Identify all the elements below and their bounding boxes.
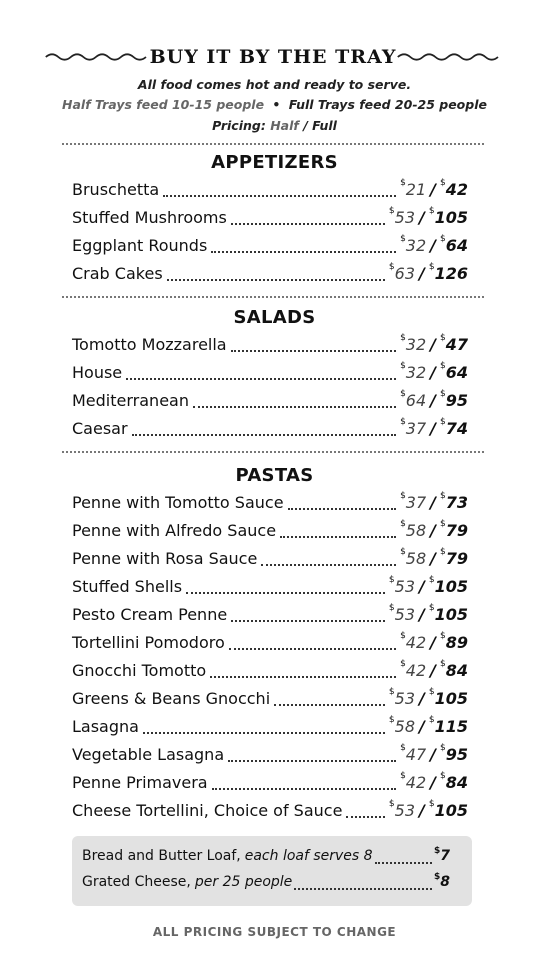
dot-leader <box>231 222 385 225</box>
price-separator: / <box>430 493 436 512</box>
menu-item <box>72 180 468 202</box>
extra-item <box>82 848 450 868</box>
dot-leader <box>288 507 397 510</box>
currency-symbol: $ <box>428 799 435 809</box>
full-tray-price: 47 <box>445 335 468 354</box>
currency-symbol: $ <box>428 206 435 216</box>
section-divider <box>62 451 484 453</box>
half-tray-price: 21 <box>405 180 427 199</box>
currency-symbol: $ <box>388 799 395 809</box>
menu-item-name: Pesto Cream Penne <box>72 605 228 624</box>
full-tray-price: 95 <box>445 391 468 410</box>
currency-symbol: $ <box>388 262 395 272</box>
currency-symbol: $ <box>440 659 446 669</box>
menu-item-name: Penne with Rosa Sauce <box>72 549 258 568</box>
extra-item-label: Bread and Butter Loaf, <box>82 848 241 864</box>
extra-item-name <box>82 874 292 890</box>
currency-symbol: $ <box>400 659 406 669</box>
half-tray-price: 42 <box>405 773 427 792</box>
currency-symbol: $ <box>388 603 395 613</box>
price-separator: / <box>430 335 436 354</box>
menu-item-price <box>389 577 468 596</box>
menu-item <box>72 717 468 739</box>
currency-symbol: $ <box>428 715 435 725</box>
menu-item <box>72 605 468 627</box>
menu-item-price <box>400 549 468 568</box>
dot-leader <box>143 731 385 734</box>
dot-leader <box>193 405 396 408</box>
page-title: BUY IT BY THE TRAY <box>149 46 397 68</box>
half-tray-price: 53 <box>394 577 416 596</box>
extra-item-name <box>82 848 373 864</box>
price-separator: / <box>430 745 436 764</box>
pricing-half: Half <box>270 118 299 133</box>
menu-item-name: House <box>72 363 123 382</box>
price-separator: / <box>419 577 425 596</box>
currency-symbol: $ <box>440 333 446 343</box>
extras-box <box>72 836 472 906</box>
pricing-legend <box>0 118 549 133</box>
currency-symbol: $ <box>400 234 406 244</box>
currency-symbol: $ <box>440 178 446 188</box>
extra-price-value: 8 <box>440 874 450 890</box>
half-tray-price: 42 <box>405 633 427 652</box>
half-tray-price: 64 <box>405 391 427 410</box>
full-tray-price: 105 <box>434 577 468 596</box>
menu-item <box>72 208 468 230</box>
half-tray-price: 32 <box>405 236 427 255</box>
currency-symbol: $ <box>440 234 446 244</box>
menu-item <box>72 236 468 258</box>
menu-item-price <box>389 264 468 283</box>
menu-item-name: Eggplant Rounds <box>72 236 208 255</box>
menu-item <box>72 419 468 441</box>
menu-item <box>72 335 468 357</box>
dot-leader <box>228 759 396 762</box>
extra-item-price <box>434 874 450 890</box>
left-squiggle-ornament <box>44 50 150 64</box>
currency-symbol: $ <box>400 333 406 343</box>
currency-symbol: $ <box>433 872 441 882</box>
menu-item-name: Cheese Tortellini, Choice of Sauce <box>72 801 343 820</box>
menu-item-price <box>400 773 468 792</box>
menu-item <box>72 549 468 571</box>
menu-item-price <box>400 633 468 652</box>
extra-price-value: 7 <box>440 848 450 864</box>
price-separator: / <box>419 689 425 708</box>
pricing-disclaimer: ALL PRICING SUBJECT TO CHANGE <box>152 925 397 939</box>
currency-symbol: $ <box>440 491 446 501</box>
menu-item-price <box>400 419 468 438</box>
half-tray-price: 42 <box>405 661 427 680</box>
currency-symbol: $ <box>400 519 406 529</box>
currency-symbol: $ <box>388 687 395 697</box>
currency-symbol: $ <box>428 603 435 613</box>
menu-item-name: Penne with Tomotto Sauce <box>72 493 284 512</box>
dot-leader <box>126 377 396 380</box>
price-separator: / <box>419 717 425 736</box>
dot-leader <box>261 563 396 566</box>
section-divider <box>62 143 484 145</box>
extra-item-price <box>434 848 450 864</box>
half-tray-price: 53 <box>394 605 416 624</box>
full-tray-price: 105 <box>434 208 468 227</box>
currency-symbol: $ <box>440 361 446 371</box>
currency-symbol: $ <box>400 361 406 371</box>
menu-item-name: Stuffed Shells <box>72 577 183 596</box>
half-tray-price: 32 <box>405 335 427 354</box>
menu-item-price <box>400 521 468 540</box>
full-tray-price: 84 <box>445 773 468 792</box>
currency-symbol: $ <box>388 715 395 725</box>
extra-item-note: each loaf serves 8 <box>244 848 373 864</box>
currency-symbol: $ <box>440 771 446 781</box>
currency-symbol: $ <box>400 491 406 501</box>
menu-item-name: Lasagna <box>72 717 139 736</box>
currency-symbol: $ <box>440 631 446 641</box>
half-tray-price: 53 <box>394 689 416 708</box>
menu-item <box>72 745 468 767</box>
currency-symbol: $ <box>428 262 435 272</box>
half-tray-price: 53 <box>394 208 416 227</box>
dot-leader <box>211 250 396 253</box>
menu-item <box>72 661 468 683</box>
dot-leader <box>231 619 385 622</box>
full-tray-price: 74 <box>445 419 468 438</box>
menu-item-name: Gnocchi Tomotto <box>72 661 207 680</box>
full-tray-price: 105 <box>434 801 468 820</box>
currency-symbol: $ <box>440 519 446 529</box>
extra-item <box>82 874 450 894</box>
currency-symbol: $ <box>428 687 435 697</box>
half-tray-price: 63 <box>394 264 416 283</box>
full-tray-price: 79 <box>445 521 468 540</box>
menu-item-price <box>400 493 468 512</box>
menu-item-price <box>400 391 468 410</box>
currency-symbol: $ <box>400 389 406 399</box>
price-separator: / <box>419 605 425 624</box>
currency-symbol: $ <box>440 389 446 399</box>
menu-item-name: Vegetable Lasagna <box>72 745 225 764</box>
dot-leader <box>186 591 385 594</box>
full-tray-price: 64 <box>445 236 468 255</box>
menu-item <box>72 264 468 286</box>
price-separator: / <box>430 236 436 255</box>
dot-leader <box>163 194 396 197</box>
dot-leader <box>294 887 432 890</box>
menu-item-name: Tortellini Pomodoro <box>72 633 225 652</box>
half-tray-info: Half Trays feed 10-15 people <box>62 97 265 112</box>
menu-item <box>72 801 468 823</box>
menu-item-price <box>400 335 468 354</box>
full-tray-price: 64 <box>445 363 468 382</box>
full-tray-info: Full Trays feed 20-25 people <box>288 97 487 112</box>
full-tray-price: 126 <box>434 264 468 283</box>
menu-item-name: Stuffed Mushrooms <box>72 208 227 227</box>
currency-symbol: $ <box>433 846 441 856</box>
menu-item-name: Tomotto Mozzarella <box>72 335 227 354</box>
half-tray-price: 58 <box>405 521 427 540</box>
price-separator: / <box>419 208 425 227</box>
dot-leader <box>167 278 385 281</box>
menu-item <box>72 493 468 515</box>
currency-symbol: $ <box>400 771 406 781</box>
full-tray-price: 73 <box>445 493 468 512</box>
dot-leader <box>132 433 397 436</box>
title-row <box>44 44 502 70</box>
right-squiggle-ornament <box>396 50 502 64</box>
menu-item-price <box>400 236 468 255</box>
pricing-label: Pricing: <box>212 118 266 133</box>
menu-item-price <box>389 605 468 624</box>
currency-symbol: $ <box>388 206 395 216</box>
dot-leader <box>229 647 396 650</box>
pricing-full: / Full <box>303 118 337 133</box>
menu-item-price <box>400 180 468 199</box>
section-title: PASTAS <box>235 465 314 486</box>
currency-symbol: $ <box>388 575 395 585</box>
currency-symbol: $ <box>400 547 406 557</box>
section-title: SALADS <box>233 307 316 328</box>
currency-symbol: $ <box>440 743 446 753</box>
dot-leader <box>280 535 396 538</box>
menu-item-name: Mediterranean <box>72 391 189 410</box>
price-separator: / <box>430 633 436 652</box>
currency-symbol: $ <box>400 178 406 188</box>
half-tray-price: 32 <box>405 363 427 382</box>
price-separator: / <box>430 661 436 680</box>
menu-item-name: Penne Primavera <box>72 773 208 792</box>
extra-item-label: Grated Cheese, <box>82 874 191 890</box>
menu-item <box>72 689 468 711</box>
currency-symbol: $ <box>440 417 446 427</box>
tray-sizes-line <box>0 97 549 112</box>
full-tray-price: 89 <box>445 633 468 652</box>
price-separator: / <box>430 391 436 410</box>
menu-item-price <box>400 745 468 764</box>
price-separator: / <box>419 801 425 820</box>
menu-item <box>72 391 468 413</box>
half-tray-price: 58 <box>405 549 427 568</box>
menu-item-name: Bruschetta <box>72 180 160 199</box>
menu-item-name: Greens & Beans Gnocchi <box>72 689 271 708</box>
dot-leader <box>346 815 385 818</box>
section-title: APPETIZERS <box>211 152 338 173</box>
full-tray-price: 115 <box>434 717 468 736</box>
dot-leader <box>375 861 432 864</box>
full-tray-price: 79 <box>445 549 468 568</box>
currency-symbol: $ <box>400 743 406 753</box>
price-separator: / <box>430 549 436 568</box>
currency-symbol: $ <box>400 417 406 427</box>
dot-leader <box>210 675 396 678</box>
menu-item <box>72 633 468 655</box>
menu-item-name: Caesar <box>72 419 128 438</box>
menu-item-price <box>389 801 468 820</box>
price-separator: / <box>430 363 436 382</box>
menu-item-name: Penne with Alfredo Sauce <box>72 521 277 540</box>
currency-symbol: $ <box>428 575 435 585</box>
full-tray-price: 84 <box>445 661 468 680</box>
price-separator: / <box>430 180 436 199</box>
menu-item-price <box>400 661 468 680</box>
currency-symbol: $ <box>440 547 446 557</box>
extra-item-note: per 25 people <box>194 874 293 890</box>
half-tray-price: 37 <box>405 419 427 438</box>
menu-item-price <box>389 208 468 227</box>
full-tray-price: 105 <box>434 605 468 624</box>
price-separator: / <box>419 264 425 283</box>
price-separator: / <box>430 521 436 540</box>
menu-item <box>72 521 468 543</box>
menu-item-price <box>389 689 468 708</box>
dot-leader <box>212 787 396 790</box>
menu-item <box>72 577 468 599</box>
full-tray-price: 95 <box>445 745 468 764</box>
menu-item <box>72 363 468 385</box>
menu-item <box>72 773 468 795</box>
currency-symbol: $ <box>400 631 406 641</box>
intro-line: All food comes hot and ready to serve. <box>137 77 412 92</box>
menu-item-name: Crab Cakes <box>72 264 163 283</box>
half-tray-price: 53 <box>394 801 416 820</box>
half-tray-price: 47 <box>405 745 427 764</box>
full-tray-price: 105 <box>434 689 468 708</box>
menu-item-price <box>389 717 468 736</box>
menu-item-price <box>400 363 468 382</box>
section-divider <box>62 296 484 298</box>
price-separator: / <box>430 419 436 438</box>
full-tray-price: 42 <box>445 180 468 199</box>
dot-leader <box>231 349 396 352</box>
half-tray-price: 58 <box>394 717 416 736</box>
price-separator: / <box>430 773 436 792</box>
half-tray-price: 37 <box>405 493 427 512</box>
dot-leader <box>274 703 385 706</box>
bullet-separator: • <box>272 97 281 112</box>
